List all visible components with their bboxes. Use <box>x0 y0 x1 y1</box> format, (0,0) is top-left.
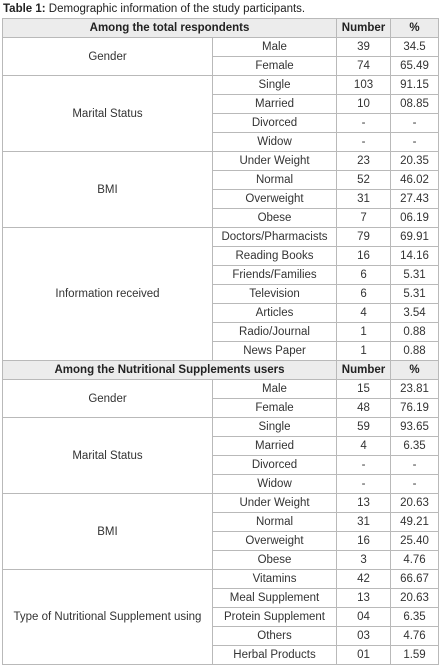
percent-column-header: % <box>391 361 439 380</box>
category-cell: Divorced <box>213 114 337 133</box>
number-cell: 79 <box>337 228 391 247</box>
category-cell: Television <box>213 285 337 304</box>
number-cell: 16 <box>337 247 391 266</box>
percent-cell: 69.91 <box>391 228 439 247</box>
group-label: BMI <box>3 494 213 570</box>
number-cell: 59 <box>337 418 391 437</box>
percent-cell: 5.31 <box>391 266 439 285</box>
number-cell: 31 <box>337 513 391 532</box>
number-cell: - <box>337 114 391 133</box>
number-cell: - <box>337 133 391 152</box>
category-cell: Female <box>213 399 337 418</box>
table-row <box>3 570 439 589</box>
category-cell: Protein Supplement <box>213 608 337 627</box>
number-cell: 4 <box>337 304 391 323</box>
number-cell: 6 <box>337 285 391 304</box>
group-label: Gender <box>3 38 213 76</box>
percent-cell: 4.76 <box>391 627 439 646</box>
percent-cell: 25.40 <box>391 532 439 551</box>
category-cell: Articles <box>213 304 337 323</box>
category-cell: Vitamins <box>213 570 337 589</box>
number-cell: - <box>337 456 391 475</box>
number-cell: 1 <box>337 323 391 342</box>
percent-cell: 14.16 <box>391 247 439 266</box>
percent-cell: 76.19 <box>391 399 439 418</box>
table-row <box>3 76 439 95</box>
percent-cell: 65.49 <box>391 57 439 76</box>
number-column-header: Number <box>337 19 391 38</box>
group-label: Type of Nutritional Supplement using <box>3 570 213 665</box>
category-cell: Single <box>213 76 337 95</box>
caption-text: Demographic information of the study participants. <box>45 3 306 15</box>
number-cell: 4 <box>337 437 391 456</box>
number-cell: 31 <box>337 190 391 209</box>
demographics-table <box>2 18 439 665</box>
group-label: Gender <box>3 380 213 418</box>
number-cell: 15 <box>337 380 391 399</box>
group-label: Information received <box>3 228 213 361</box>
number-cell: 03 <box>337 627 391 646</box>
number-cell: 13 <box>337 589 391 608</box>
section-header-row <box>3 19 439 38</box>
percent-cell: 34.5 <box>391 38 439 57</box>
number-cell: 39 <box>337 38 391 57</box>
category-cell: Widow <box>213 475 337 494</box>
table-row <box>3 38 439 57</box>
category-cell: Radio/Journal <box>213 323 337 342</box>
caption-label: Table 1: <box>3 3 46 15</box>
number-cell: 10 <box>337 95 391 114</box>
group-label: Marital Status <box>3 76 213 152</box>
category-cell: Female <box>213 57 337 76</box>
percent-cell: 6.35 <box>391 608 439 627</box>
category-cell: Single <box>213 418 337 437</box>
percent-cell: - <box>391 133 439 152</box>
category-cell: News Paper <box>213 342 337 361</box>
category-cell: Widow <box>213 133 337 152</box>
category-cell: Under Weight <box>213 494 337 513</box>
category-cell: Married <box>213 95 337 114</box>
number-column-header: Number <box>337 361 391 380</box>
category-cell: Normal <box>213 513 337 532</box>
group-label: BMI <box>3 152 213 228</box>
percent-cell: 20.63 <box>391 589 439 608</box>
number-cell: - <box>337 475 391 494</box>
category-cell: Meal Supplement <box>213 589 337 608</box>
percent-cell: 49.21 <box>391 513 439 532</box>
percent-cell: 06.19 <box>391 209 439 228</box>
percent-cell: 46.02 <box>391 171 439 190</box>
category-cell: Reading Books <box>213 247 337 266</box>
table-caption <box>0 0 440 18</box>
percent-cell: 20.35 <box>391 152 439 171</box>
number-cell: 48 <box>337 399 391 418</box>
category-cell: Married <box>213 437 337 456</box>
number-cell: 1 <box>337 342 391 361</box>
percent-cell: 66.67 <box>391 570 439 589</box>
percent-column-header: % <box>391 19 439 38</box>
category-cell: Overweight <box>213 190 337 209</box>
percent-cell: 23.81 <box>391 380 439 399</box>
number-cell: 7 <box>337 209 391 228</box>
category-cell: Obese <box>213 209 337 228</box>
category-cell: Obese <box>213 551 337 570</box>
category-cell: Herbal Products <box>213 646 337 665</box>
percent-cell: - <box>391 114 439 133</box>
category-cell: Normal <box>213 171 337 190</box>
number-cell: 13 <box>337 494 391 513</box>
group-label: Marital Status <box>3 418 213 494</box>
percent-cell: 5.31 <box>391 285 439 304</box>
percent-cell: 20.63 <box>391 494 439 513</box>
section-title: Among the Nutritional Supplements users <box>3 361 337 380</box>
percent-cell: 1.59 <box>391 646 439 665</box>
category-cell: Divorced <box>213 456 337 475</box>
percent-cell: 93.65 <box>391 418 439 437</box>
number-cell: 74 <box>337 57 391 76</box>
percent-cell: 08.85 <box>391 95 439 114</box>
percent-cell: 3.54 <box>391 304 439 323</box>
category-cell: Others <box>213 627 337 646</box>
section-header-row <box>3 361 439 380</box>
category-cell: Friends/Families <box>213 266 337 285</box>
percent-cell: 4.76 <box>391 551 439 570</box>
category-cell: Under Weight <box>213 152 337 171</box>
percent-cell: 0.88 <box>391 342 439 361</box>
table-row <box>3 228 439 247</box>
category-cell: Male <box>213 38 337 57</box>
percent-cell: 27.43 <box>391 190 439 209</box>
number-cell: 04 <box>337 608 391 627</box>
number-cell: 16 <box>337 532 391 551</box>
percent-cell: - <box>391 475 439 494</box>
number-cell: 52 <box>337 171 391 190</box>
number-cell: 6 <box>337 266 391 285</box>
section-title: Among the total respondents <box>3 19 337 38</box>
category-cell: Overweight <box>213 532 337 551</box>
number-cell: 3 <box>337 551 391 570</box>
number-cell: 103 <box>337 76 391 95</box>
category-cell: Male <box>213 380 337 399</box>
percent-cell: 91.15 <box>391 76 439 95</box>
table-row <box>3 152 439 171</box>
number-cell: 23 <box>337 152 391 171</box>
percent-cell: 0.88 <box>391 323 439 342</box>
percent-cell: - <box>391 456 439 475</box>
category-cell: Doctors/Pharmacists <box>213 228 337 247</box>
percent-cell: 6.35 <box>391 437 439 456</box>
number-cell: 42 <box>337 570 391 589</box>
table-row <box>3 494 439 513</box>
table-body <box>3 19 439 665</box>
table-row <box>3 380 439 399</box>
table-row <box>3 418 439 437</box>
number-cell: 01 <box>337 646 391 665</box>
